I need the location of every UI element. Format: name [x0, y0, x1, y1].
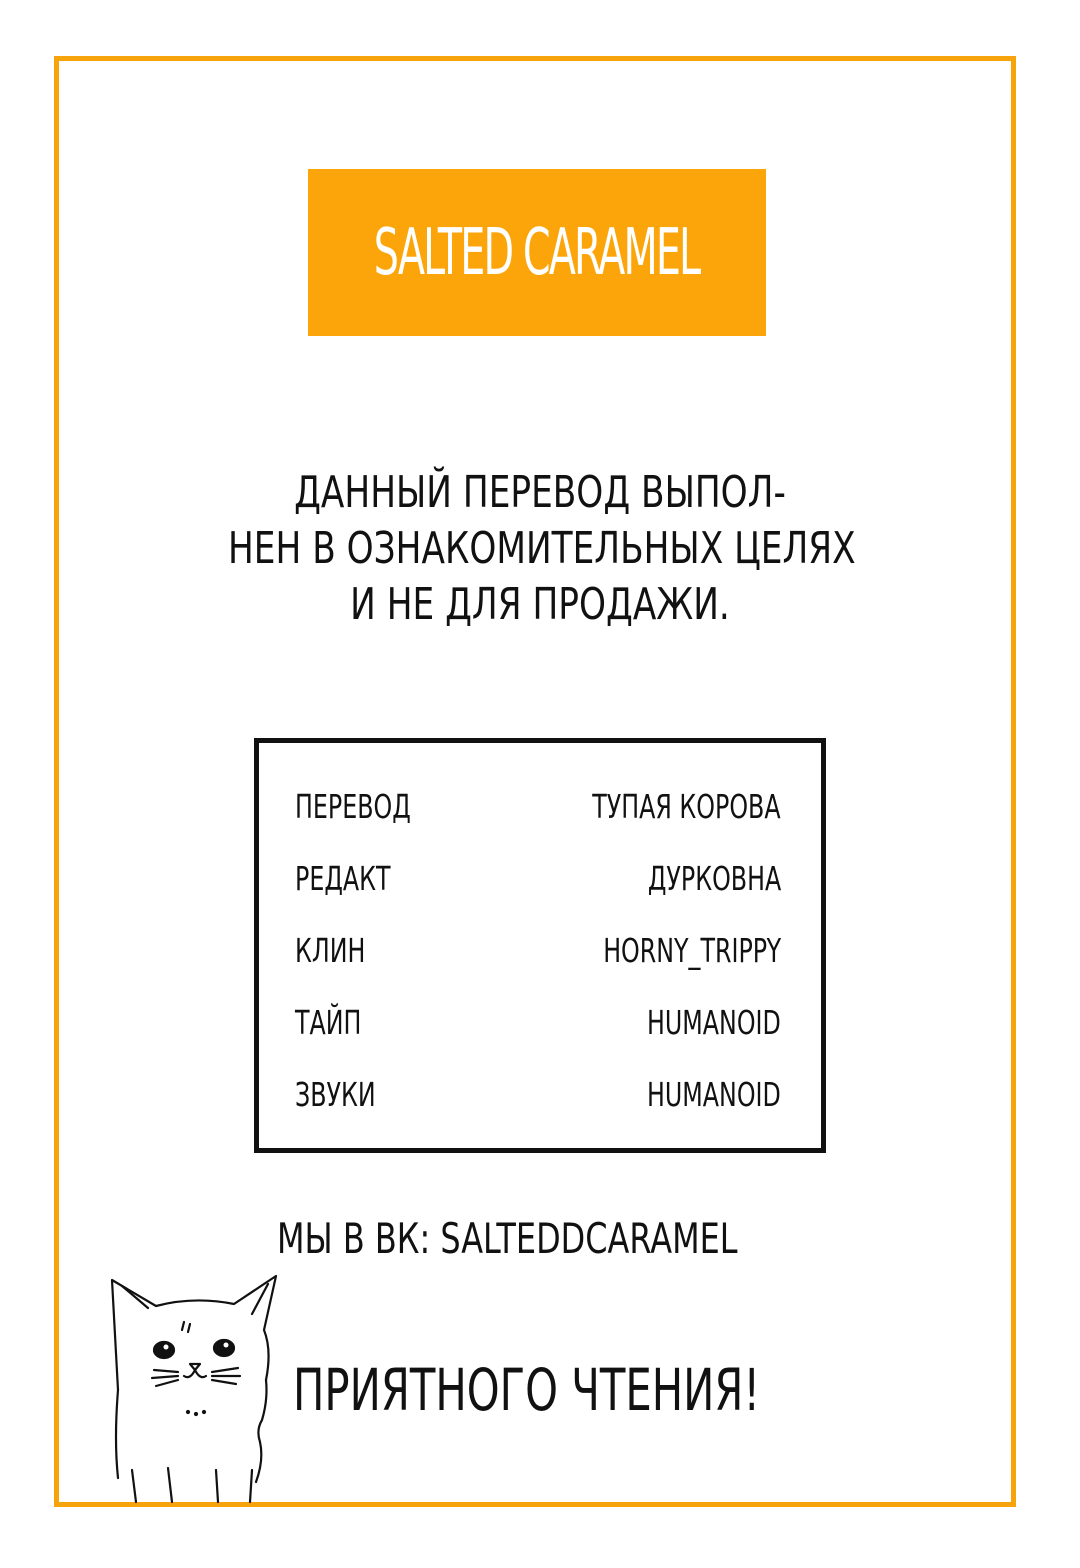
credit-row [295, 859, 781, 903]
disclaimer-line: И НЕ ДЛЯ ПРОДАЖИ. [350, 579, 730, 630]
credit-name: ДУРКОВНА [647, 859, 781, 898]
credit-name: ТУПАЯ КОРОВА [592, 787, 781, 826]
logo-text: SALTED CARAMEL [374, 215, 700, 290]
credit-role: КЛИН [295, 931, 366, 970]
disclaimer-line: НЕН В ОЗНАКОМИТЕЛЬНЫХ ЦЕЛЯХ [228, 523, 856, 574]
credit-role: ТАЙП [295, 1003, 362, 1042]
cat-icon [104, 1270, 284, 1510]
greeting-text: ПРИЯТНОГО ЧТЕНИЯ! [293, 1356, 761, 1424]
credits-box [254, 738, 826, 1153]
credit-role: РЕДАКТ [295, 859, 391, 898]
credit-row [295, 787, 781, 831]
disclaimer-line: ДАННЫЙ ПЕРЕВОД ВЫПОЛ- [294, 467, 786, 518]
credit-row [295, 1075, 781, 1119]
credit-role: ПЕРЕВОД [295, 787, 411, 826]
credit-role: ЗВУКИ [295, 1075, 376, 1114]
vk-link-text: МЫ В ВК: SALTEDDCARAMEL [277, 1214, 738, 1263]
credit-name: HUMANOID [647, 1075, 781, 1114]
credit-name: HORNY_TRIPPY [603, 931, 781, 970]
disclaimer-text [228, 465, 856, 633]
credit-name: HUMANOID [647, 1003, 781, 1042]
credit-row [295, 931, 781, 975]
logo-banner [308, 169, 766, 336]
credit-row [295, 1003, 781, 1047]
